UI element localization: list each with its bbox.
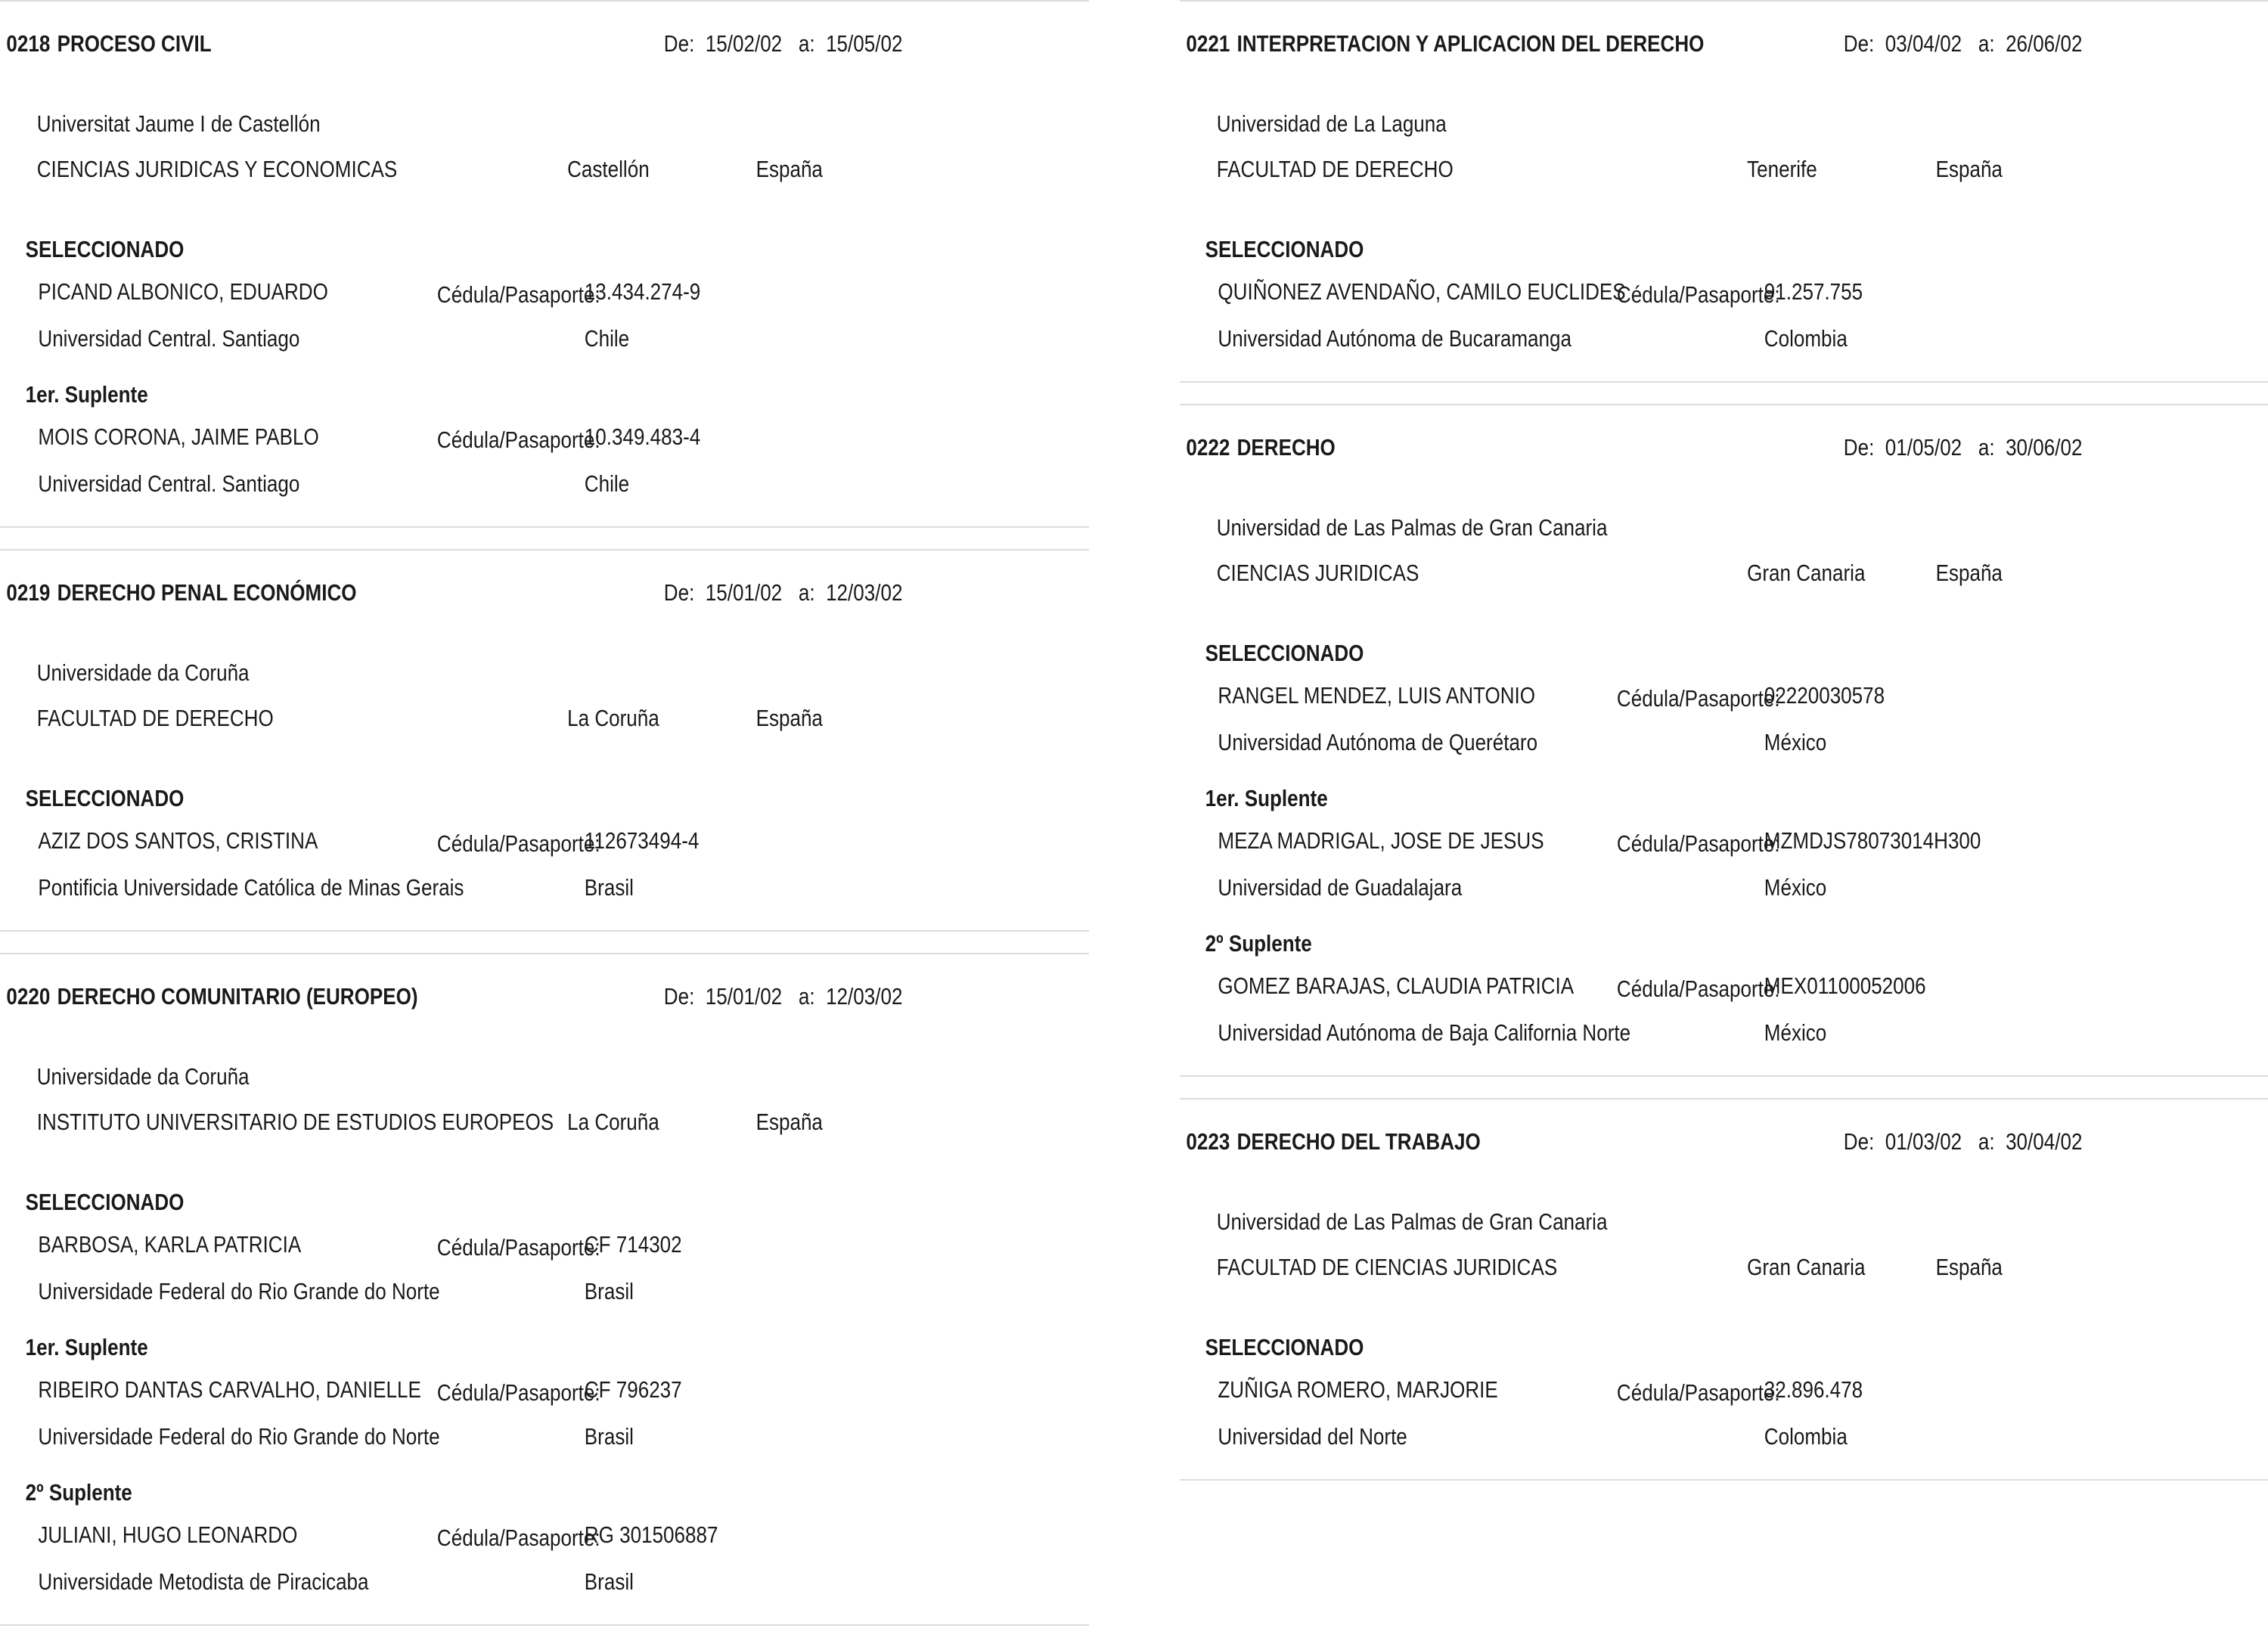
program-block xyxy=(0,549,1089,932)
a-date: 15/05/02 xyxy=(826,30,903,57)
host-university: Universidad de Las Palmas de Gran Canaria xyxy=(1216,1208,1608,1235)
person-name: RANGEL MENDEZ, LUIS ANTONIO xyxy=(1218,682,1536,709)
person-role-row xyxy=(0,234,915,265)
a-date: 30/06/02 xyxy=(2006,434,2083,461)
person-university: Universidade Federal do Rio Grande do Norte xyxy=(38,1278,440,1304)
program-header xyxy=(0,982,915,1012)
person-origin-row xyxy=(1180,324,2095,354)
person-university: Universidad del Norte xyxy=(1218,1423,1407,1450)
program-dates xyxy=(1844,29,2083,59)
host-faculty-row xyxy=(0,1107,915,1137)
person-role-row xyxy=(1180,638,2095,668)
host-university-row xyxy=(0,658,915,688)
person-role-row xyxy=(0,1332,915,1363)
person-id: 02220030578 xyxy=(1764,682,1885,709)
program-header xyxy=(1180,29,2095,59)
person-role-row xyxy=(1180,234,2095,265)
host-country: España xyxy=(755,156,823,182)
host-faculty: FACULTAD DE DERECHO xyxy=(1216,156,1454,182)
person-origin-row xyxy=(1180,1422,2095,1452)
person-role-row xyxy=(1180,783,2095,814)
person-name: MEZA MADRIGAL, JOSE DE JESUS xyxy=(1218,827,1544,854)
person-country: Chile xyxy=(584,470,630,497)
person-university: Universidade Federal do Rio Grande do Norte xyxy=(38,1423,440,1450)
program-dates xyxy=(664,578,903,608)
person-role: SELECCIONADO xyxy=(25,1189,185,1215)
a-label: a: xyxy=(798,983,815,1010)
person-name-row xyxy=(1180,277,2095,307)
person-name: RIBEIRO DANTAS CARVALHO, DANIELLE xyxy=(38,1376,421,1403)
person-name-row xyxy=(0,826,915,856)
host-city: Castellón xyxy=(567,156,650,182)
program-title: DERECHO xyxy=(1236,434,1336,461)
host-country: España xyxy=(1935,560,2003,586)
de-date: 15/01/02 xyxy=(705,983,783,1010)
person-id: CF 796237 xyxy=(584,1376,682,1403)
id-label: Cédula/Pasaporte: xyxy=(436,426,600,453)
person-role: 1er. Suplente xyxy=(1205,785,1328,811)
host-university: Universidade da Coruña xyxy=(36,1063,250,1090)
program-dates xyxy=(1844,1127,2083,1157)
person-university: Universidad Autónoma de Querétaro xyxy=(1218,729,1538,755)
person-university: Universidad Central. Santiago xyxy=(38,470,300,497)
host-faculty-row xyxy=(1180,154,2095,185)
a-date: 30/04/02 xyxy=(2006,1128,2083,1155)
person-id: MEX01100052006 xyxy=(1764,972,1926,999)
program-code: 0218 xyxy=(6,30,51,57)
person-name-row xyxy=(1180,1375,2095,1405)
person-origin-row xyxy=(1180,873,2095,903)
program-block xyxy=(1180,1098,2268,1481)
program-header xyxy=(1180,1127,2095,1157)
de-label: De: xyxy=(663,983,695,1010)
person-role-row xyxy=(0,1187,915,1217)
program-block xyxy=(0,0,1089,528)
host-university: Universidade da Coruña xyxy=(36,659,250,686)
person-name: PICAND ALBONICO, EDUARDO xyxy=(38,278,328,305)
program-title: PROCESO CIVIL xyxy=(57,30,212,57)
host-city: La Coruña xyxy=(567,1109,659,1135)
person-id: 13.434.274-9 xyxy=(584,278,701,305)
person-name: BARBOSA, KARLA PATRICIA xyxy=(38,1231,302,1258)
person-name-row xyxy=(1180,681,2095,711)
person-id: 32.896.478 xyxy=(1764,1376,1863,1403)
de-date: 03/04/02 xyxy=(1885,30,1962,57)
a-label: a: xyxy=(1978,434,1995,461)
person-name: GOMEZ BARAJAS, CLAUDIA PATRICIA xyxy=(1218,972,1575,999)
person-university: Universidade Metodista de Piracicaba xyxy=(38,1568,369,1595)
host-faculty-row xyxy=(0,703,915,734)
id-label: Cédula/Pasaporte: xyxy=(1616,685,1780,712)
person-name-row xyxy=(1180,971,2095,1001)
person-origin-row xyxy=(0,469,915,499)
host-university-row xyxy=(0,109,915,139)
person-id: CF 714302 xyxy=(584,1231,682,1258)
person-country: Colombia xyxy=(1764,1423,1848,1450)
person-country: Chile xyxy=(584,325,630,352)
person-name-row xyxy=(0,277,915,307)
person-country: Brasil xyxy=(584,874,634,901)
id-label: Cédula/Pasaporte: xyxy=(436,1524,600,1551)
de-label: De: xyxy=(663,30,695,57)
de-date: 01/05/02 xyxy=(1885,434,1962,461)
host-city: Tenerife xyxy=(1747,156,1817,182)
person-country: Brasil xyxy=(584,1278,634,1304)
person-country: México xyxy=(1764,1019,1827,1046)
person-origin-row xyxy=(0,1276,915,1307)
de-label: De: xyxy=(1843,1128,1875,1155)
program-header xyxy=(0,578,915,608)
program-header xyxy=(1180,433,2095,463)
person-origin-row xyxy=(0,1422,915,1452)
program-block xyxy=(1180,404,2268,1077)
host-university: Universitat Jaume I de Castellón xyxy=(36,110,321,137)
person-role: SELECCIONADO xyxy=(25,236,185,262)
host-country: España xyxy=(755,1109,823,1135)
program-header xyxy=(0,29,915,59)
id-label: Cédula/Pasaporte: xyxy=(1616,281,1780,308)
person-country: Brasil xyxy=(584,1568,634,1595)
person-university: Universidad de Guadalajara xyxy=(1218,874,1463,901)
id-label: Cédula/Pasaporte: xyxy=(1616,975,1780,1002)
program-title: DERECHO COMUNITARIO (EUROPEO) xyxy=(57,983,418,1010)
a-label: a: xyxy=(798,30,815,57)
person-name: MOIS CORONA, JAIME PABLO xyxy=(38,423,319,450)
person-origin-row xyxy=(0,324,915,354)
de-date: 15/02/02 xyxy=(705,30,783,57)
person-origin-row xyxy=(0,873,915,903)
host-university: Universidad de Las Palmas de Gran Canaria xyxy=(1216,514,1608,541)
host-city: La Coruña xyxy=(567,705,659,731)
program-dates xyxy=(664,982,903,1012)
person-role-row xyxy=(0,380,915,410)
person-country: Brasil xyxy=(584,1423,634,1450)
a-label: a: xyxy=(1978,1128,1995,1155)
host-faculty: CIENCIAS JURIDICAS xyxy=(1216,560,1419,586)
host-university-row xyxy=(0,1062,915,1092)
person-name: JULIANI, HUGO LEONARDO xyxy=(38,1521,298,1548)
de-label: De: xyxy=(663,579,695,606)
person-role: SELECCIONADO xyxy=(1205,236,1364,262)
person-role: SELECCIONADO xyxy=(1205,1334,1364,1360)
host-faculty: FACULTAD DE DERECHO xyxy=(36,705,274,731)
de-label: De: xyxy=(1843,434,1875,461)
program-code: 0221 xyxy=(1186,30,1230,57)
person-role-row xyxy=(0,1478,915,1508)
person-role: 1er. Suplente xyxy=(25,1334,148,1360)
person-role-row xyxy=(1180,929,2095,959)
id-label: Cédula/Pasaporte: xyxy=(1616,830,1780,857)
person-name-row xyxy=(0,1230,915,1260)
host-faculty: CIENCIAS JURIDICAS Y ECONOMICAS xyxy=(36,156,398,182)
person-country: México xyxy=(1764,729,1827,755)
person-id: RG 301506887 xyxy=(584,1521,718,1548)
de-date: 15/01/02 xyxy=(705,579,783,606)
host-country: España xyxy=(1935,1254,2003,1280)
person-id: 91.257.755 xyxy=(1764,278,1863,305)
person-id: 10.349.483-4 xyxy=(584,423,701,450)
host-city: Gran Canaria xyxy=(1747,1254,1866,1280)
program-code: 0219 xyxy=(6,579,51,606)
program-title: DERECHO PENAL ECONÓMICO xyxy=(57,579,357,606)
host-university: Universidad de La Laguna xyxy=(1216,110,1447,137)
host-faculty: FACULTAD DE CIENCIAS JURIDICAS xyxy=(1216,1254,1558,1280)
program-block xyxy=(0,953,1089,1626)
program-dates xyxy=(664,29,903,59)
host-country: España xyxy=(755,705,823,731)
left-column xyxy=(0,0,1089,1647)
person-role: 1er. Suplente xyxy=(25,381,148,408)
person-name: ZUÑIGA ROMERO, MARJORIE xyxy=(1218,1376,1498,1403)
host-faculty: INSTITUTO UNIVERSITARIO DE ESTUDIOS EUROPEOS xyxy=(36,1109,554,1135)
de-date: 01/03/02 xyxy=(1885,1128,1962,1155)
person-country: Colombia xyxy=(1764,325,1848,352)
host-university-row xyxy=(1180,513,2095,543)
a-date: 26/06/02 xyxy=(2006,30,2083,57)
person-name-row xyxy=(0,1520,915,1550)
program-block xyxy=(1180,0,2268,383)
person-name-row xyxy=(0,1375,915,1405)
person-university: Pontificia Universidade Católica de Minas Gerais xyxy=(38,874,464,901)
a-label: a: xyxy=(798,579,815,606)
person-role-row xyxy=(1180,1332,2095,1363)
person-origin-row xyxy=(1180,1018,2095,1048)
person-name: AZIZ DOS SANTOS, CRISTINA xyxy=(38,827,318,854)
host-faculty-row xyxy=(1180,1252,2095,1283)
a-label: a: xyxy=(1978,30,1995,57)
program-code: 0220 xyxy=(6,983,51,1010)
host-faculty-row xyxy=(1180,558,2095,588)
a-date: 12/03/02 xyxy=(826,579,903,606)
person-id: 112673494-4 xyxy=(584,827,700,854)
person-name-row xyxy=(0,422,915,452)
program-dates xyxy=(1844,433,2083,463)
right-column xyxy=(1180,0,2268,1502)
person-university: Universidad Autónoma de Bucaramanga xyxy=(1218,325,1571,352)
person-role-row xyxy=(0,783,915,814)
host-city: Gran Canaria xyxy=(1747,560,1866,586)
person-role: 2º Suplente xyxy=(1205,930,1312,957)
person-role: SELECCIONADO xyxy=(25,785,185,811)
person-university: Universidad Autónoma de Baja California Norte xyxy=(1218,1019,1631,1046)
de-label: De: xyxy=(1843,30,1875,57)
person-university: Universidad Central. Santiago xyxy=(38,325,300,352)
id-label: Cédula/Pasaporte: xyxy=(1616,1379,1780,1406)
program-title: DERECHO DEL TRABAJO xyxy=(1236,1128,1481,1155)
person-role: SELECCIONADO xyxy=(1205,640,1364,666)
id-label: Cédula/Pasaporte: xyxy=(436,1379,600,1406)
program-code: 0222 xyxy=(1186,434,1230,461)
id-label: Cédula/Pasaporte: xyxy=(436,281,600,308)
host-university-row xyxy=(1180,1207,2095,1237)
host-country: España xyxy=(1935,156,2003,182)
program-title: INTERPRETACION Y APLICACION DEL DERECHO xyxy=(1236,30,1705,57)
person-name-row xyxy=(1180,826,2095,856)
person-id: MZMDJS78073014H300 xyxy=(1764,827,1981,854)
person-name: QUIÑONEZ AVENDAÑO, CAMILO EUCLIDES xyxy=(1218,278,1626,305)
person-origin-row xyxy=(0,1567,915,1597)
host-faculty-row xyxy=(0,154,915,185)
a-date: 12/03/02 xyxy=(826,983,903,1010)
host-university-row xyxy=(1180,109,2095,139)
person-origin-row xyxy=(1180,727,2095,758)
id-label: Cédula/Pasaporte: xyxy=(436,1234,600,1261)
program-code: 0223 xyxy=(1186,1128,1230,1155)
id-label: Cédula/Pasaporte: xyxy=(436,830,600,857)
person-role: 2º Suplente xyxy=(25,1479,132,1506)
person-country: México xyxy=(1764,874,1827,901)
